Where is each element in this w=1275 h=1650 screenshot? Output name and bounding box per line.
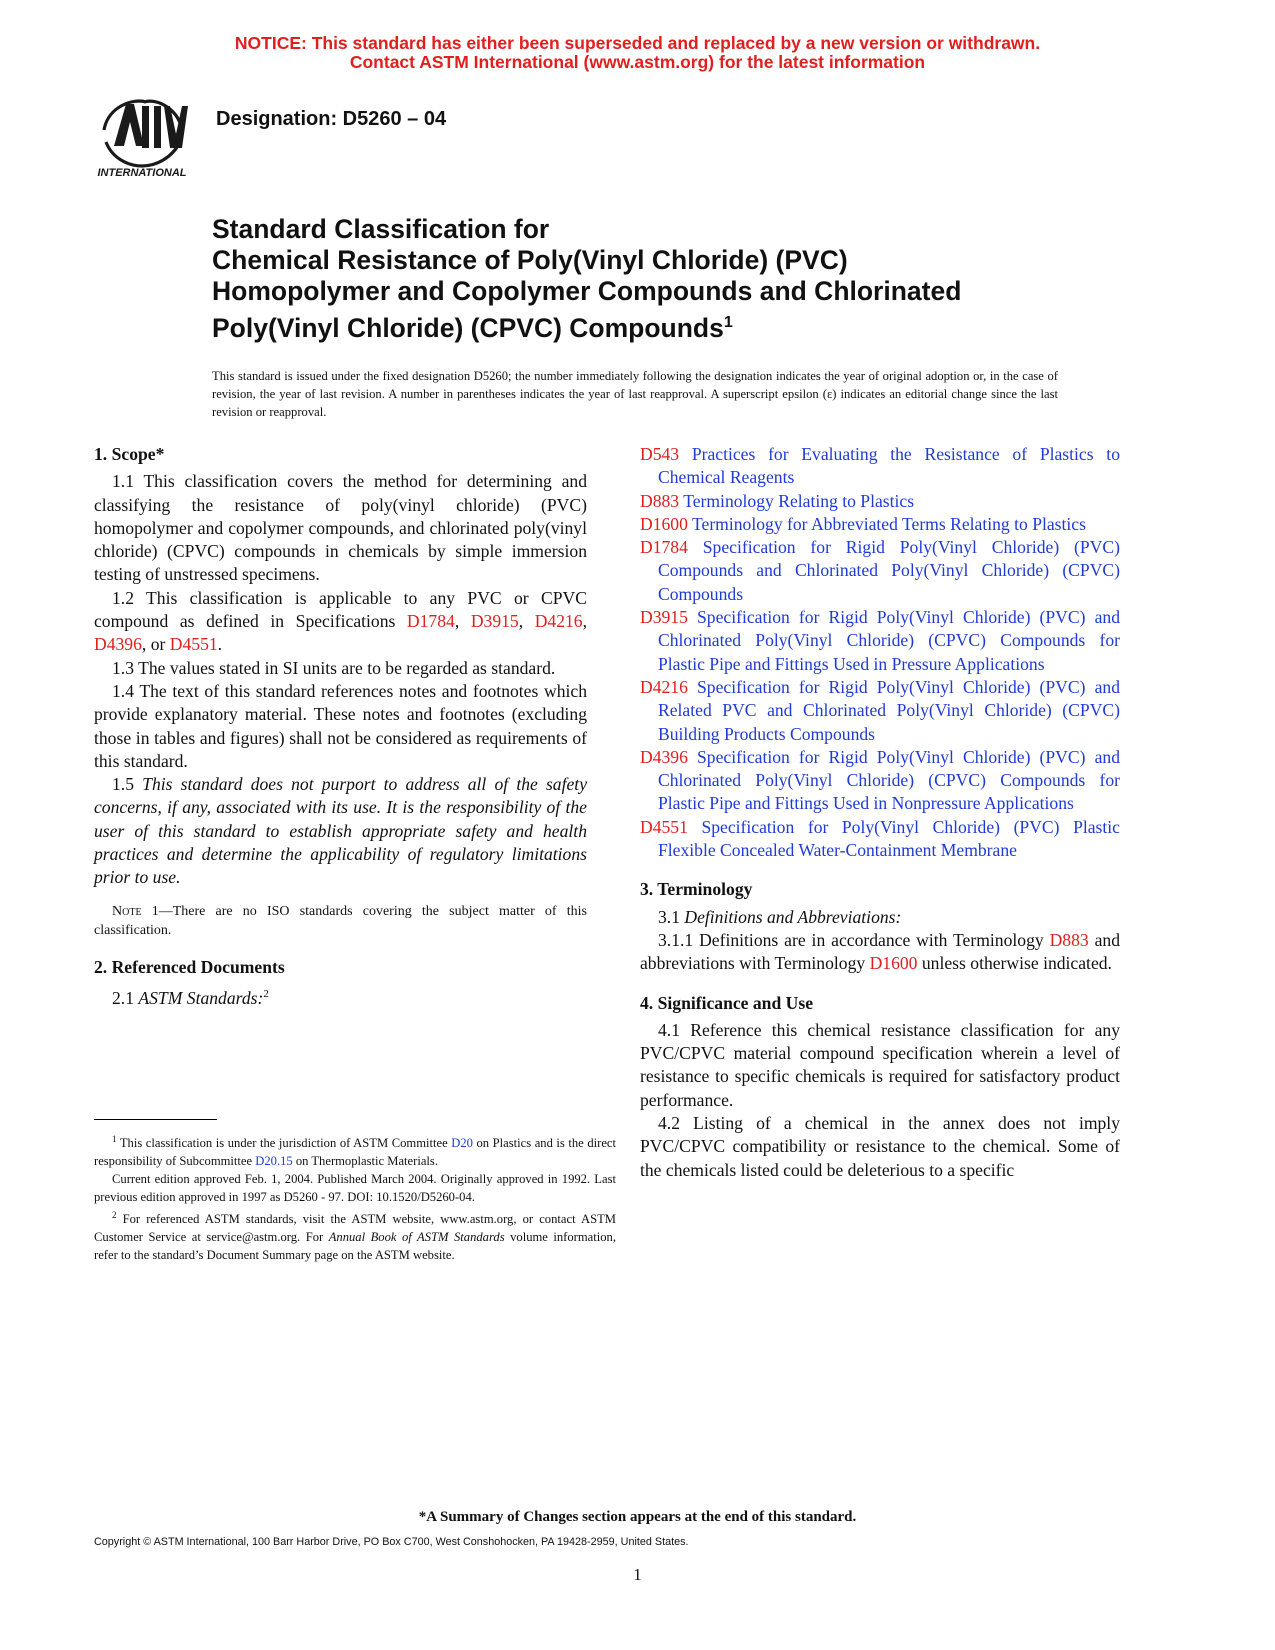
para-1-2: 1.2 This classification is applicable to any PVC or CPVC compound as defined in Specifications D1784, D3915, D4216, D4396, or D4551.	[94, 587, 588, 655]
reference-item[interactable]: D4396 Specification for Rigid Poly(Vinyl Chloride) (PVC) and Chlorinated Poly(Vinyl Chloride) (CPVC) Compounds for Plastic Pipe and Fittings Used in Nonpressure Applications	[640, 746, 1120, 814]
footnote-2: $^2$ For referenced ASTM standards, visit the ASTM website, www.astm.org, or contact ASTM Customer Service at service@astm.org. For Annual Book of ASTM Standards volume information, refer to the standard’s Document Summary page on the ASTM website.	[94, 1210, 616, 1263]
document-title	[212, 214, 961, 344]
title-line-3: Homopolymer and Copolymer Compounds and Chlorinated	[212, 276, 962, 306]
issuance-statement: This standard is issued under the fixed designation D5260; the number immediately following the designation indicates the year of original adoption or, in the case of revision, the year of last revision. A number in parentheses indicates the year of last reapproval. A superscript epsilon (ε) indicates an editorial change since the last revision or reapproval.	[212, 369, 1058, 419]
reference-item[interactable]: D1784 Specification for Rigid Poly(Vinyl Chloride) (PVC) Compounds and Chlorinated Poly(Vinyl Chloride) (CPVC) Compounds	[640, 537, 1120, 604]
ref-link-d4216[interactable]: D4216	[534, 611, 583, 632]
section-2-heading: 2. Referenced Documents	[94, 956, 285, 977]
reference-list	[640, 443, 1120, 862]
para-2-1: 2.1 ASTM Standards:$^2$	[112, 987, 269, 1008]
title-line-2: Chemical Resistance of Poly(Vinyl Chloride) (PVC)	[212, 245, 848, 275]
ref-link-d1784[interactable]: D1784	[406, 611, 455, 632]
ref-link-d20-15[interactable]: D20.15	[255, 1154, 293, 1169]
copyright-line: Copyright © ASTM International, 100 Barr Harbor Drive, PO Box C700, West Conshohocken, PA 19428-2959, United States.	[94, 1536, 689, 1548]
footnotes	[94, 1130, 616, 1264]
para-1-5: 1.5 This standard does not purport to address all of the safety concerns, if any, associated with its use. It is the responsibility of the user of this standard to establish appropriate safety and health practices and determine the applicability of regulatory limitations prior to use.	[94, 774, 588, 888]
summary-of-changes-note: *A Summary of Changes section appears at the end of this standard.	[418, 1509, 857, 1525]
left-column	[94, 443, 587, 1010]
title-line-1: Standard Classification for	[212, 214, 550, 244]
para-3-1: 3.1 Definitions and Abbreviations:	[658, 906, 902, 927]
reference-item[interactable]: D4216 Specification for Rigid Poly(Vinyl Chloride) (PVC) and Related PVC and Chlorinated Poly(Vinyl Chloride) (CPVC) Building Products Compounds	[640, 676, 1120, 744]
para-1-1: 1.1 This classification covers the method for determining and classifying the resistance of poly(vinyl chloride) (PVC) homopolymer and copolymer compounds, and chlorinated poly(vinyl chloride) (CPVC) compounds in chemicals by simple immersion testing of unstressed specimens.	[94, 471, 587, 585]
para-4-2: 4.2 Listing of a chemical in the annex does not imply PVC/CPVC compatibility or resistance to the chemical. Some of the chemicals listed could be deleterious to a specific	[640, 1113, 1120, 1180]
section-3-heading: 3. Terminology	[640, 879, 753, 900]
page-number: 1	[633, 1565, 642, 1584]
designation: Designation: D5260 – 04	[216, 108, 447, 130]
logo-caption: INTERNATIONAL	[97, 167, 187, 178]
ref-link-d20[interactable]: D20	[451, 1136, 473, 1151]
astm-logo	[94, 94, 190, 178]
reference-item[interactable]: D883 Terminology Relating to Plastics	[640, 490, 915, 511]
ref-link-d4551[interactable]: D4551	[169, 634, 218, 655]
ref-link-d1600[interactable]: D1600	[869, 953, 918, 974]
ref-link-d4396[interactable]: D4396	[94, 634, 142, 655]
right-column	[640, 443, 1120, 1182]
notice-line-1: NOTICE: This standard has either been superseded and replaced by a new version or withdrawn.	[234, 33, 1041, 53]
notice-line-2: Contact ASTM International (www.astm.org) for the latest information	[349, 52, 926, 72]
para-4-1: 4.1 Reference this chemical resistance classification for any PVC/CPVC material compound specification wherein a level of resistance to specific chemicals is required for satisfactory product performance.	[640, 1019, 1120, 1110]
footnote-1: $^1$ This classification is under the jurisdiction of ASTM Committee D20 on Plastics and is the direct responsibility of Subcommittee D20.15 on Thermoplastic Materials.	[94, 1134, 617, 1169]
para-3-1-1: 3.1.1 Definitions are in accordance with Terminology D883 and abbreviations with Terminology D1600 unless otherwise indicated.	[640, 929, 1120, 974]
note-1: Note 1—There are no ISO standards covering the subject matter of this classification.	[94, 903, 587, 938]
reference-item[interactable]: D543 Practices for Evaluating the Resistance of Plastics to Chemical Reagents	[640, 444, 1120, 488]
section-1-heading: 1. Scope*	[94, 444, 165, 464]
reference-item[interactable]: D3915 Specification for Rigid Poly(Vinyl Chloride) (PVC) and Chlorinated Poly(Vinyl Chloride) (CPVC) Compounds for Plastic Pipe and Fittings Used in Pressure Applications	[640, 607, 1120, 674]
reference-item[interactable]: D1600 Terminology for Abbreviated Terms Relating to Plastics	[640, 513, 1086, 534]
footnote-1-edition: Current edition approved Feb. 1, 2004. Published March 2004. Originally approved in 1992. Last previous edition approved in 1997 as D5260 - 97. DOI: 10.1520/D5260-04.	[94, 1172, 616, 1205]
title-line-4: Poly(Vinyl Chloride) (CPVC) Compounds	[212, 312, 724, 343]
reference-item[interactable]: D4551 Specification for Poly(Vinyl Chloride) (PVC) Plastic Flexible Concealed Water-Containment Membrane	[640, 816, 1120, 861]
para-1-3: 1.3 The values stated in SI units are to be regarded as standard.	[112, 657, 556, 678]
ref-link-d3915[interactable]: D3915	[470, 611, 519, 632]
ref-link-d883[interactable]: D883	[1049, 929, 1089, 950]
para-1-4: 1.4 The text of this standard references notes and footnotes which provide explanatory material. These notes and footnotes (excluding those in tables and figures) shall not be considered as requirements of this standard.	[94, 680, 587, 771]
withdrawal-notice	[0, 34, 1275, 72]
footnote-divider	[94, 1119, 217, 1120]
title-footnote-mark: 1	[723, 314, 733, 331]
section-4-heading: 4. Significance and Use	[640, 992, 814, 1013]
